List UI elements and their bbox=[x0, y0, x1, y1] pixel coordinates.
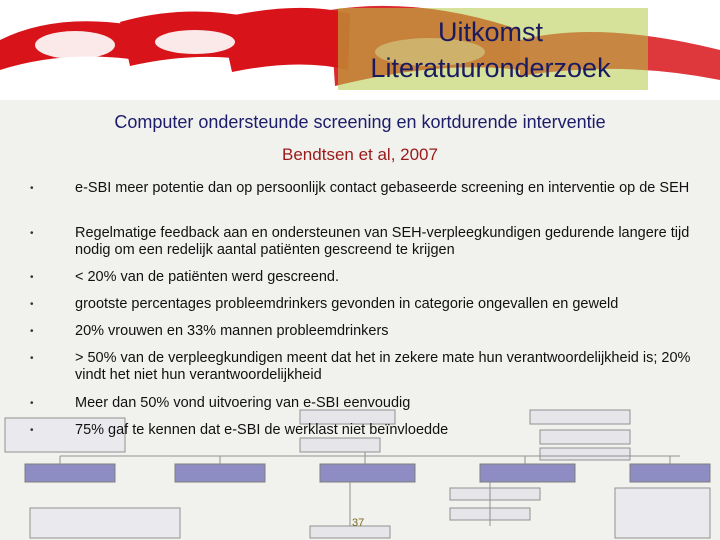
bullet-text: Regelmatige feedback aan en ondersteunen van SEH-verpleegkundigen gedurende langere tijd nodig om een redelijk aantal patiënten gescreend te krijgen bbox=[75, 225, 690, 258]
bullet-icon: • bbox=[30, 326, 34, 337]
bullet-text: e-SBI meer potentie dan op persoonlijk contact gebaseerde screening en interventie op de SEH bbox=[75, 180, 690, 196]
bullet-text: 20% vrouwen en 33% mannen probleemdrinkers bbox=[75, 323, 389, 339]
slide-header bbox=[0, 0, 720, 100]
bullet-icon: • bbox=[30, 272, 34, 283]
bullet-icon: • bbox=[30, 425, 34, 436]
bullet-icon: • bbox=[30, 353, 34, 364]
bullet-icon: • bbox=[30, 228, 34, 239]
slide-subtitle: Computer ondersteunde screening en kortdurende interventie bbox=[114, 112, 606, 132]
page-number: 37 bbox=[352, 517, 365, 529]
bullet-icon: • bbox=[30, 183, 34, 194]
bullet-text: 75% gaf te kennen dat e-SBI de werklast niet beïnvloedde bbox=[75, 422, 449, 438]
bullet-text: < 20% van de patiënten werd gescreend. bbox=[75, 269, 340, 285]
bullet-text: grootste percentages probleemdrinkers gevonden in categorie ongevallen en geweld bbox=[75, 296, 619, 312]
bullet-icon: • bbox=[30, 398, 34, 409]
slide-title: Uitkomst Literatuuronderzoek bbox=[370, 17, 611, 83]
bullet-icon: • bbox=[30, 299, 34, 310]
bullet-text: > 50% van de verpleegkundigen meent dat het in zekere mate hun verantwoordelijkheid is; 20% vindt het niet hun verantwoordelijkheid bbox=[75, 350, 691, 383]
citation: Bendtsen et al, 2007 bbox=[282, 145, 438, 164]
bullet-text: Meer dan 50% vond uitvoering van e-SBI eenvoudig bbox=[75, 395, 411, 411]
